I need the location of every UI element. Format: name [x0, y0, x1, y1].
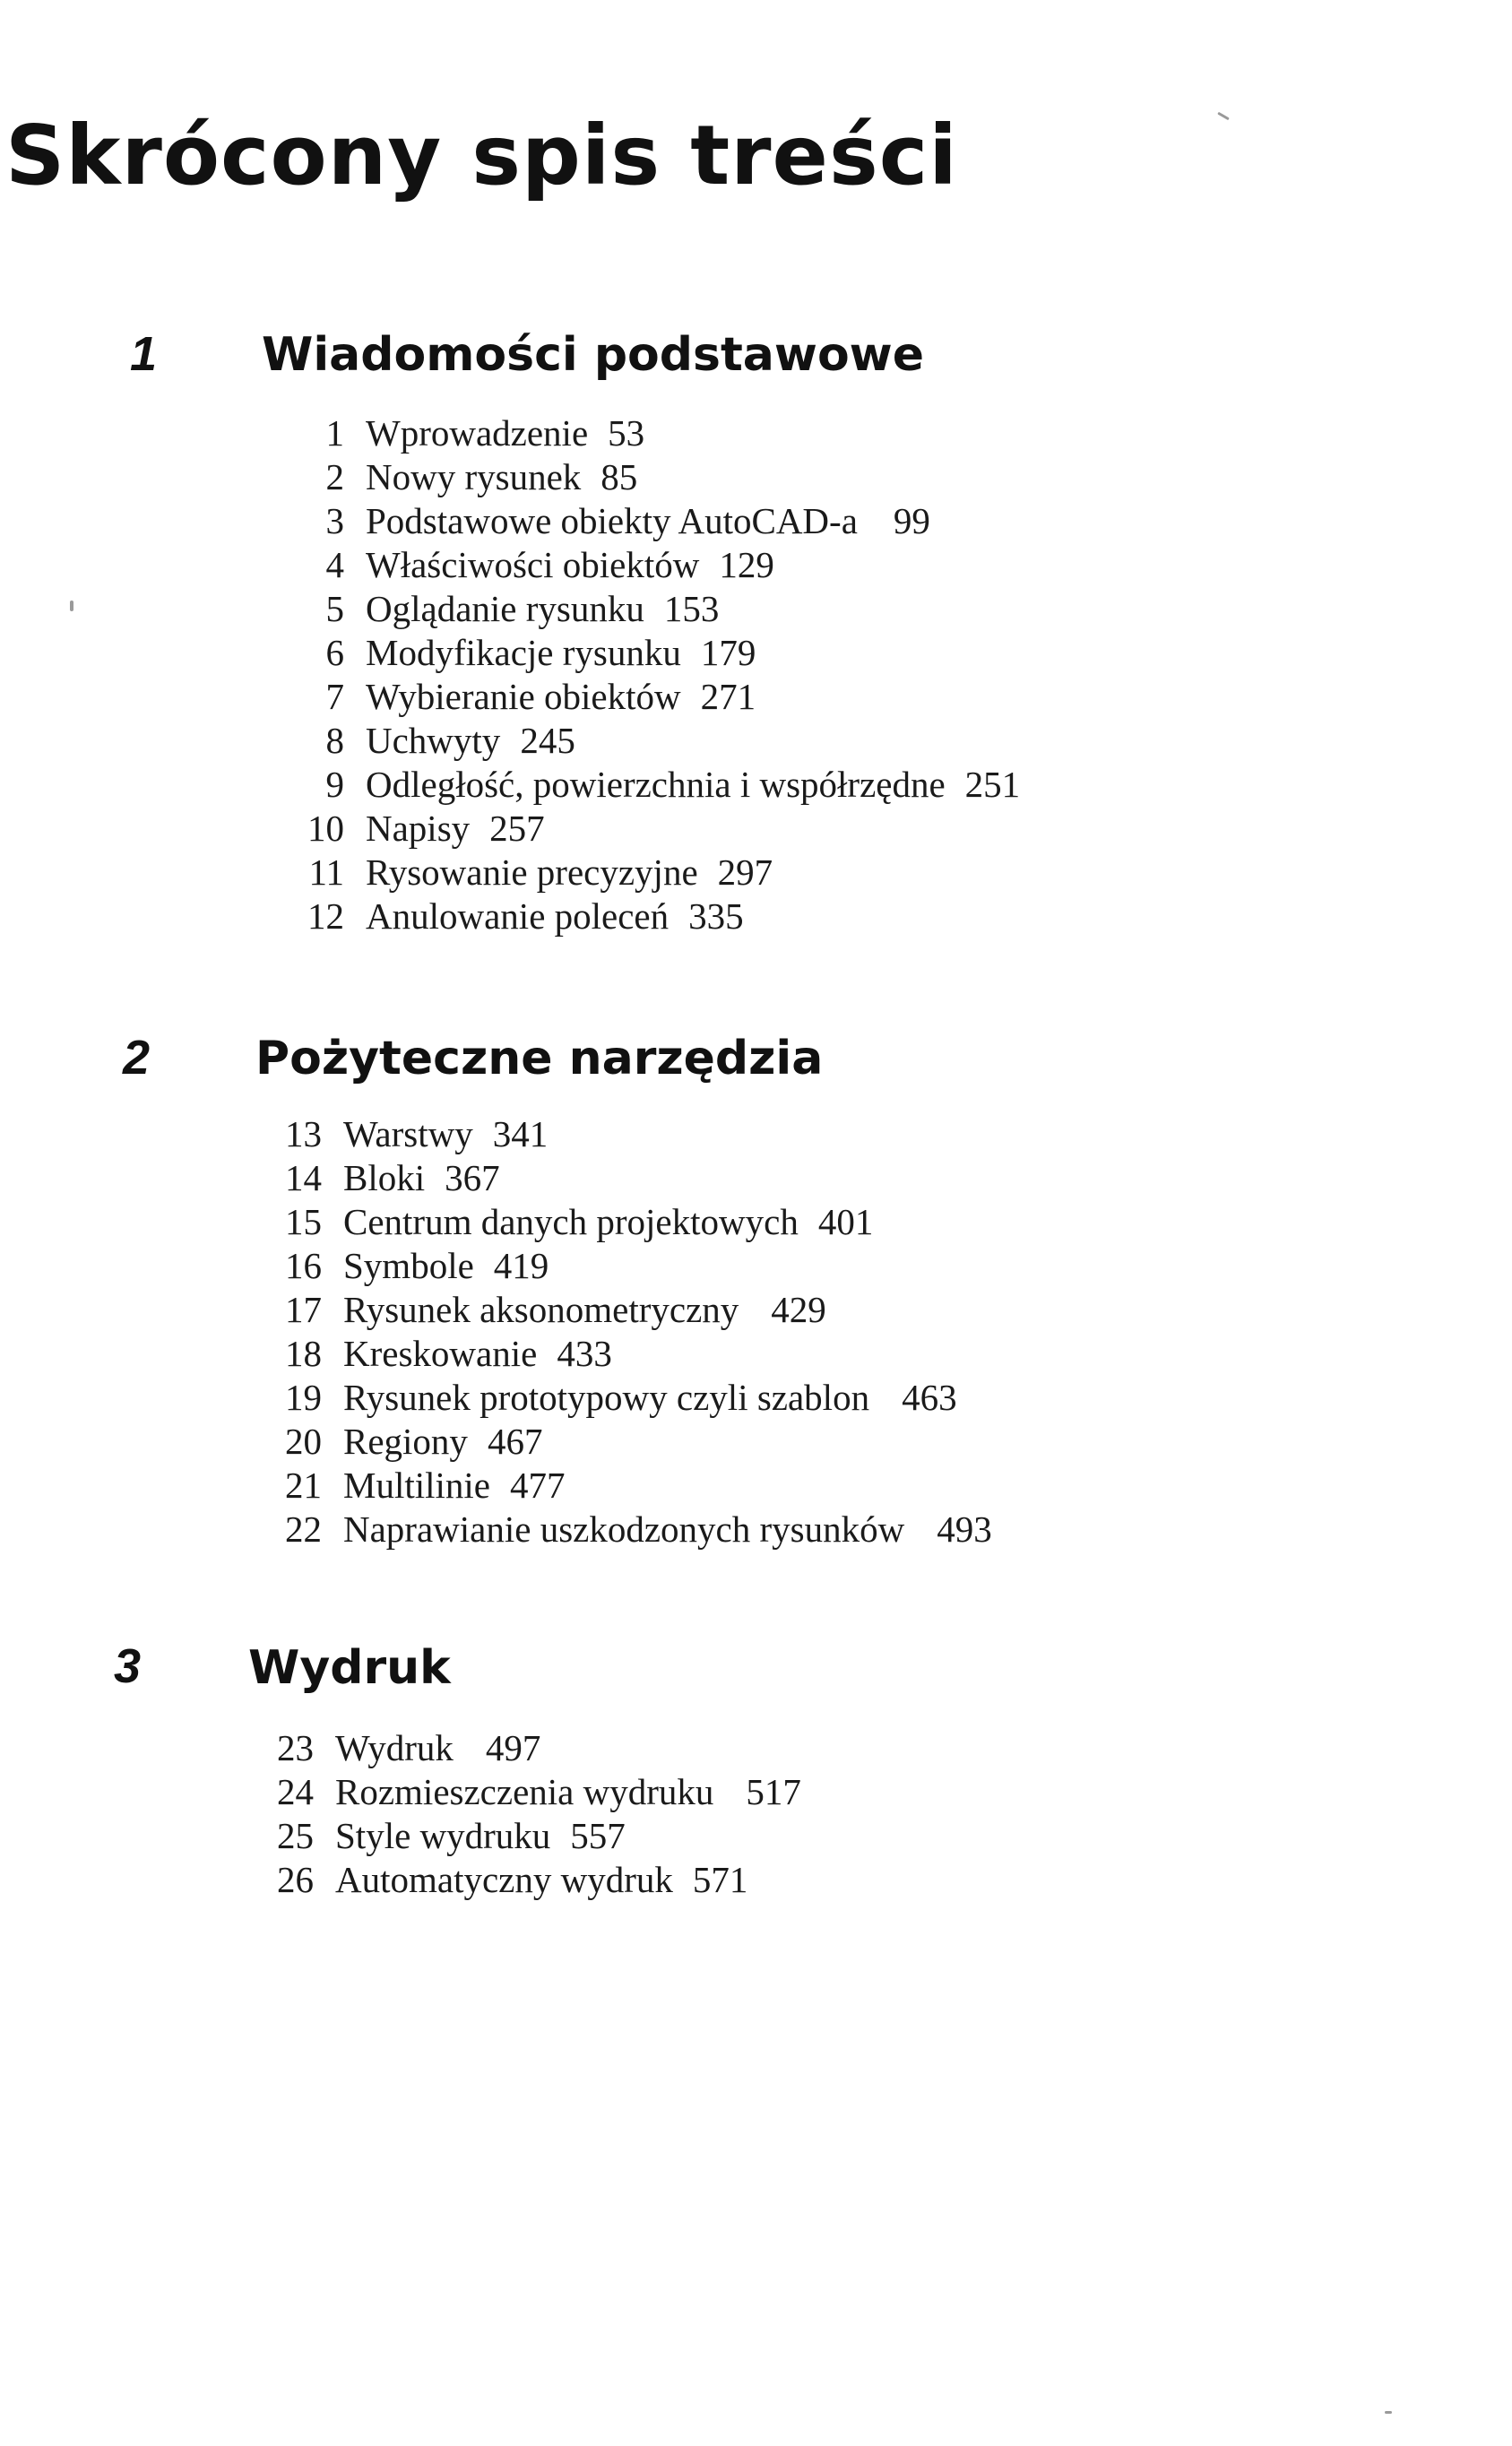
part-number: 1	[130, 327, 158, 381]
chapter-title: Style wydruku	[335, 1815, 551, 1856]
chapter-item	[303, 718, 575, 763]
chapter-item	[303, 498, 930, 543]
chapter-number: 26	[277, 1859, 314, 1900]
chapter-page: 517	[746, 1771, 801, 1812]
chapter-number: 12	[307, 895, 344, 937]
chapter-title: Rozmieszczenia wydruku	[335, 1771, 714, 1812]
chapter-title: Napisy	[366, 808, 471, 849]
part-title: Wydruk	[248, 1641, 451, 1695]
part-title: Wiadomości podstawowe	[262, 328, 924, 382]
scan-speck	[70, 601, 73, 611]
chapter-title: Centrum danych projektowych	[343, 1201, 799, 1242]
chapter-page: 341	[492, 1113, 549, 1154]
chapter-number: 24	[277, 1771, 314, 1812]
chapter-number: 20	[285, 1421, 322, 1462]
chapter-number: 15	[285, 1201, 322, 1242]
chapter-item	[281, 1375, 957, 1420]
chapter-number: 23	[277, 1727, 314, 1768]
chapter-page: 297	[717, 851, 773, 893]
chapter-item	[281, 1331, 612, 1376]
chapter-number: 22	[285, 1508, 322, 1550]
chapter-title: Naprawianie uszkodzonych rysunków	[343, 1508, 905, 1550]
chapter-title: Podstawowe obiekty AutoCAD-a	[366, 500, 858, 541]
chapter-item	[272, 1857, 747, 1902]
chapter-item	[281, 1287, 826, 1332]
chapter-item	[303, 542, 774, 587]
chapter-title: Warstwy	[343, 1113, 473, 1154]
chapter-title: Oglądanie rysunku	[366, 588, 644, 629]
chapter-number: 21	[285, 1465, 322, 1506]
chapter-number: 17	[285, 1289, 322, 1330]
chapter-number: 9	[325, 764, 344, 805]
chapter-title: Uchwyty	[366, 720, 501, 761]
part-title: Pożyteczne narzędzia	[255, 1032, 824, 1085]
chapter-title: Właściwości obiektów	[366, 544, 700, 585]
chapter-page: 433	[557, 1333, 612, 1374]
chapter-page: 557	[570, 1815, 626, 1856]
chapter-item	[303, 762, 1020, 807]
chapter-item	[281, 1463, 566, 1508]
chapter-item	[281, 1199, 873, 1244]
chapter-title: Anulowanie poleceń	[366, 895, 670, 937]
part-number: 3	[114, 1639, 142, 1693]
chapter-page: 477	[510, 1465, 566, 1506]
chapter-page: 429	[771, 1289, 826, 1330]
chapter-title: Nowy rysunek	[366, 456, 582, 497]
chapter-title: Multilinie	[343, 1465, 490, 1506]
chapter-number: 25	[277, 1815, 314, 1856]
chapter-page: 251	[964, 764, 1021, 805]
chapter-number: 8	[325, 720, 344, 761]
chapter-title: Automatyczny wydruk	[335, 1859, 673, 1900]
scan-speck	[1217, 112, 1230, 121]
chapter-number: 11	[308, 851, 344, 893]
chapter-number: 7	[325, 676, 344, 717]
chapter-title: Rysunek prototypowy czyli szablon	[343, 1377, 870, 1418]
chapter-page: 467	[487, 1421, 543, 1462]
chapter-page: 335	[688, 895, 744, 937]
chapter-number: 14	[285, 1157, 322, 1198]
chapter-number: 10	[307, 808, 344, 849]
chapter-item	[272, 1813, 626, 1858]
chapter-title: Odległość, powierzchnia i współrzędne	[366, 764, 946, 805]
chapter-number: 16	[285, 1245, 322, 1286]
chapter-item	[303, 586, 719, 631]
chapter-item	[303, 674, 756, 719]
chapter-item	[303, 411, 644, 455]
chapter-title: Wprowadzenie	[366, 412, 589, 454]
chapter-page: 367	[445, 1157, 500, 1198]
scan-speck	[1385, 2411, 1392, 2414]
chapter-item	[281, 1155, 500, 1200]
chapter-page: 571	[692, 1859, 748, 1900]
chapter-page: 53	[608, 412, 645, 454]
chapter-number: 6	[325, 632, 344, 673]
chapter-title: Rysunek aksonometryczny	[343, 1289, 739, 1330]
chapter-number: 1	[325, 412, 344, 454]
chapter-item	[281, 1111, 548, 1156]
chapter-page: 179	[700, 632, 756, 673]
chapter-number: 3	[325, 500, 344, 541]
chapter-title: Kreskowanie	[343, 1333, 538, 1374]
chapter-item	[281, 1243, 549, 1288]
chapter-title: Rysowanie precyzyjne	[366, 851, 698, 893]
chapter-page: 245	[520, 720, 575, 761]
chapter-number: 4	[325, 544, 344, 585]
chapter-number: 5	[325, 588, 344, 629]
chapter-page: 401	[817, 1201, 874, 1242]
chapter-page: 153	[663, 588, 720, 629]
chapter-item	[303, 630, 756, 675]
chapter-page: 419	[493, 1245, 549, 1286]
chapter-page: 85	[600, 456, 638, 497]
chapter-page: 497	[485, 1727, 541, 1768]
chapter-item	[303, 894, 744, 938]
chapter-item	[303, 454, 637, 499]
chapter-title: Wybieranie obiektów	[366, 676, 681, 717]
chapter-number: 19	[285, 1377, 322, 1418]
chapter-page: 463	[902, 1377, 957, 1418]
chapter-page: 271	[700, 676, 756, 717]
chapter-title: Modyfikacje rysunku	[366, 632, 681, 673]
chapter-page: 493	[937, 1508, 992, 1550]
part-number: 2	[123, 1031, 151, 1085]
chapter-item	[272, 1725, 540, 1770]
chapter-number: 18	[285, 1333, 322, 1374]
chapter-number: 2	[325, 456, 344, 497]
chapter-page: 129	[719, 544, 774, 585]
chapter-item	[272, 1769, 801, 1814]
chapter-page: 257	[489, 808, 545, 849]
chapter-number: 13	[285, 1113, 322, 1154]
chapter-title: Regiony	[343, 1421, 468, 1462]
chapter-title: Symbole	[343, 1245, 474, 1286]
chapter-title: Bloki	[343, 1157, 426, 1198]
chapter-item	[303, 850, 773, 895]
chapter-item	[281, 1507, 992, 1551]
chapter-title: Wydruk	[335, 1727, 454, 1768]
chapter-item	[281, 1419, 542, 1464]
chapter-page: 99	[893, 500, 930, 541]
chapter-item	[303, 806, 545, 851]
page-title: Skrócony spis treści	[5, 108, 958, 203]
